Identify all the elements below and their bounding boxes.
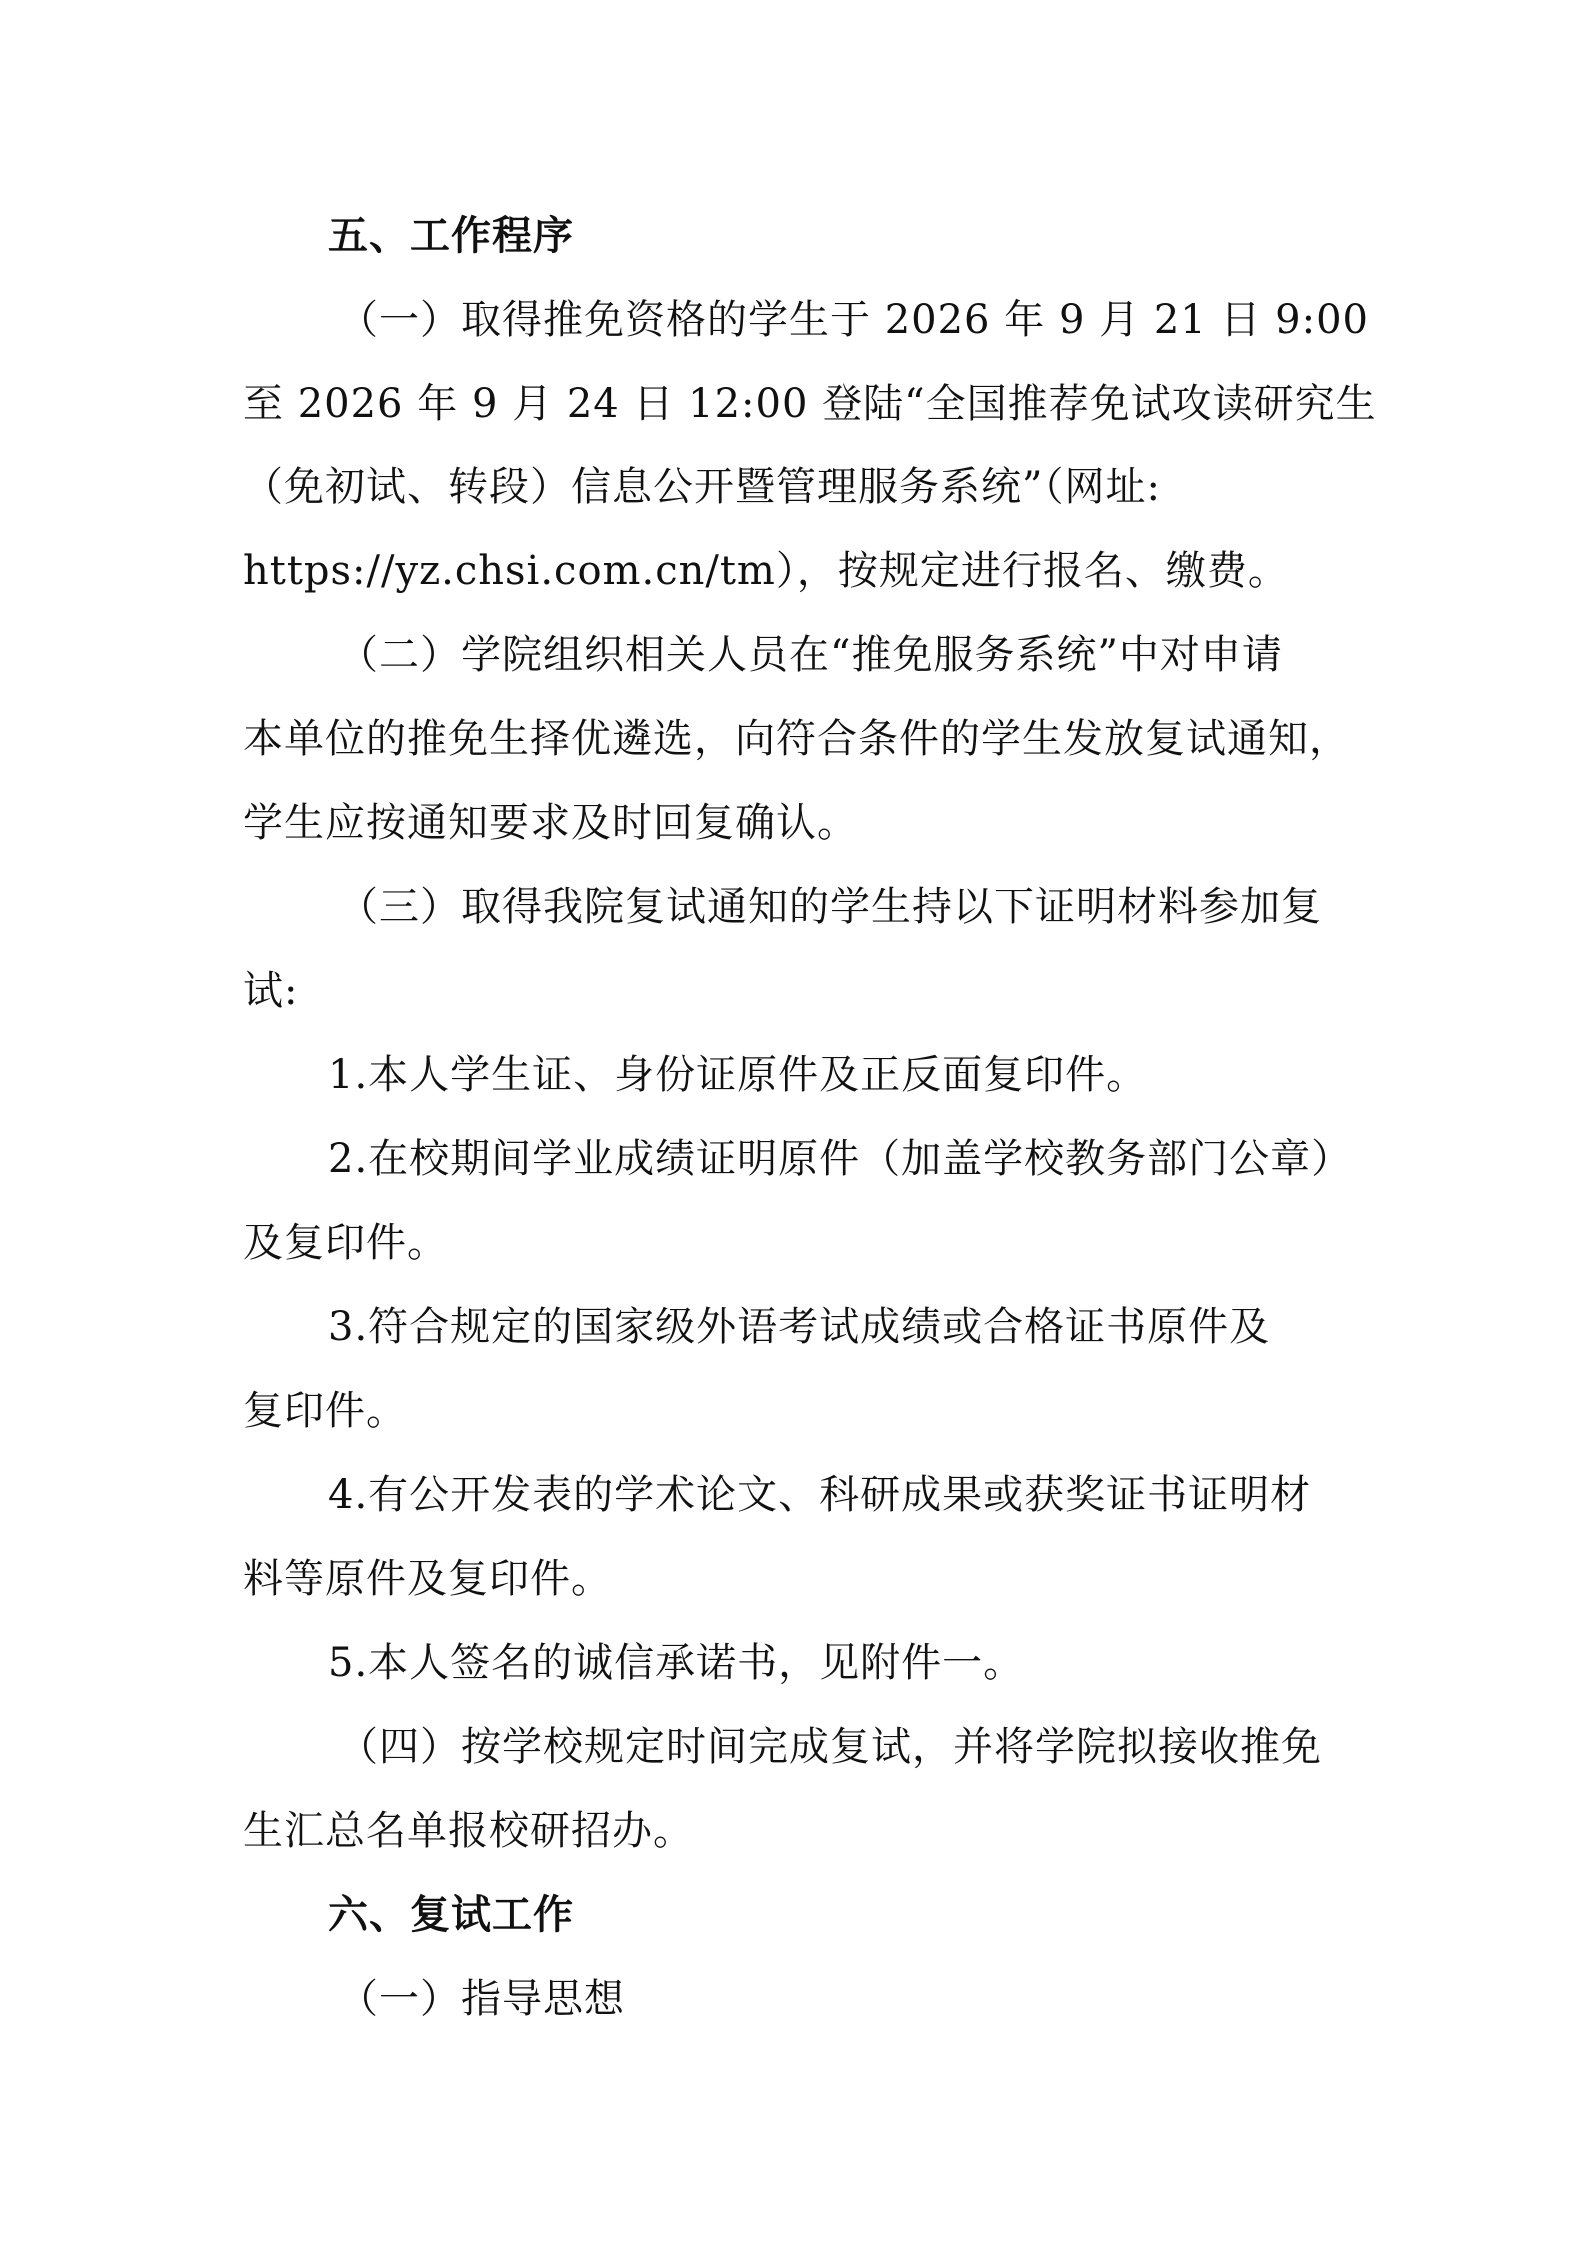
list-item-4-line-2: 料等原件及复印件。 — [243, 1556, 612, 1602]
paragraph-1-line-4: https://yz.chsi.com.cn/tm），按规定进行报名、缴费。 — [243, 548, 1289, 594]
paragraph-4-line-2: 生汇总名单报校研招办。 — [243, 1808, 694, 1854]
paragraph-2-line-1: （二）学院组织相关人员在“推免服务系统”中对申请 — [338, 632, 1283, 678]
paragraph-2-line-2: 本单位的推免生择优遴选，向符合条件的学生发放复试通知， — [243, 716, 1350, 762]
section-heading-work-procedure: 五、工作程序 — [328, 213, 574, 259]
list-item-2-line-2: 及复印件。 — [243, 1220, 448, 1266]
paragraph-1-line-2: 至 2026 年 9 月 24 日 12:00 登陆“全国推荐免试攻读研究生 — [243, 381, 1377, 427]
subheading-guiding-principle: （一）指导思想 — [338, 1976, 625, 2022]
list-item-1: 1.本人学生证、身份证原件及正反面复印件。 — [328, 1052, 1148, 1098]
paragraph-3-line-2: 试: — [243, 968, 299, 1014]
list-item-3-line-1: 3.符合规定的国家级外语考试成绩或合格证书原件及 — [328, 1304, 1271, 1350]
list-item-5: 5.本人签名的诚信承诺书，见附件一。 — [328, 1640, 1025, 1686]
list-item-2-line-1: 2.在校期间学业成绩证明原件（加盖学校教务部门公章） — [328, 1136, 1353, 1182]
paragraph-1-line-3: （免初试、转段）信息公开暨管理服务系统”（网址: — [243, 464, 1161, 510]
list-item-3-line-2: 复印件。 — [243, 1388, 407, 1434]
list-item-4-line-1: 4.有公开发表的学术论文、科研成果或获奖证书证明材 — [328, 1472, 1312, 1518]
paragraph-3-line-1: （三）取得我院复试通知的学生持以下证明材料参加复 — [338, 884, 1322, 930]
paragraph-2-line-3: 学生应按通知要求及时回复确认。 — [243, 800, 858, 846]
section-heading-retest-work: 六、复试工作 — [328, 1892, 574, 1938]
paragraph-1-line-1: （一）取得推免资格的学生于 2026 年 9 月 21 日 9:00 — [338, 297, 1369, 343]
paragraph-4-line-1: （四）按学校规定时间完成复试，并将学院拟接收推免 — [338, 1724, 1322, 1770]
